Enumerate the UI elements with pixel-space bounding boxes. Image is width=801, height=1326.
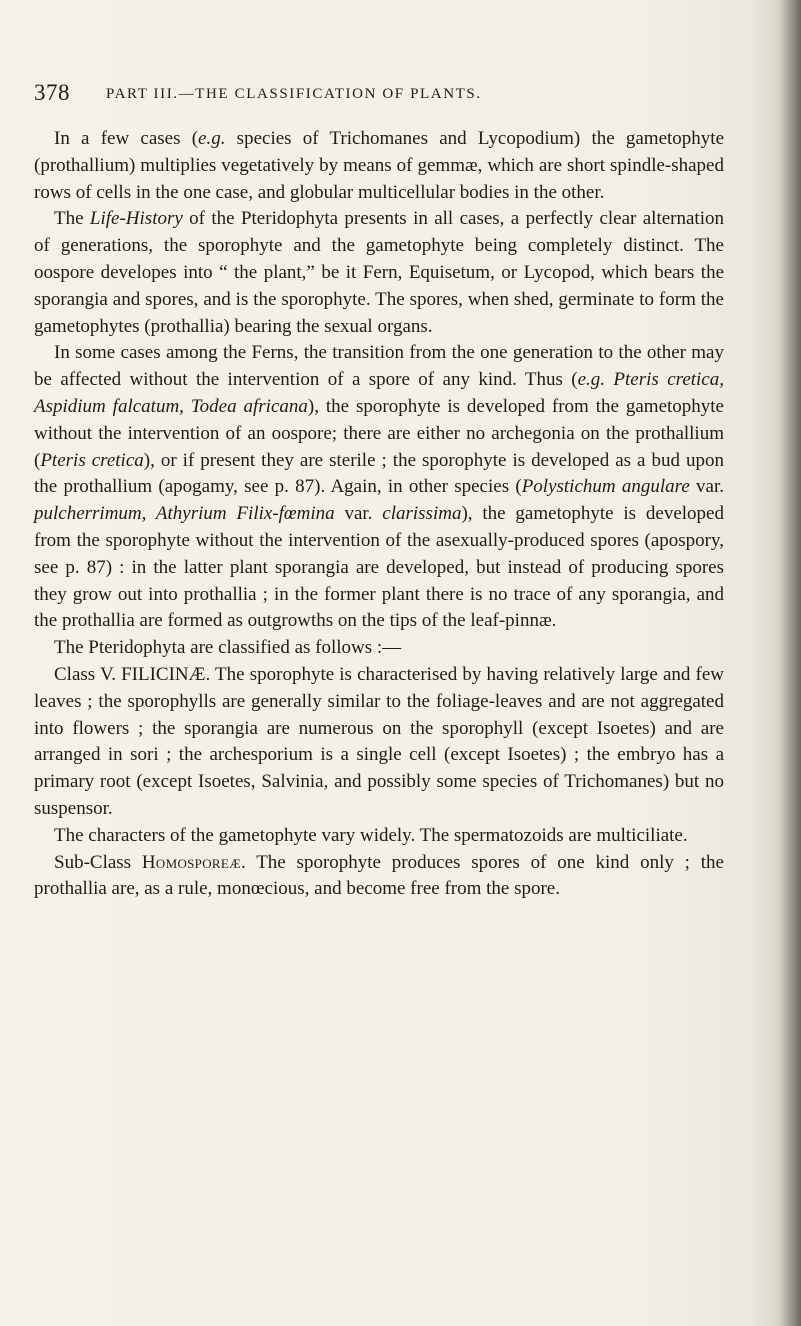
paragraph-gemmae: In a few cases (e.g. species of Trichomanes and Lycopodium) the gametophyte (prothallium) multiplies vegetatively by means of gemmæ, which are short spindle-shaped rows of cells in the one case, and globular multicellular bodies in the other. <box>34 128 725 203</box>
page-edge-shadow <box>779 0 801 1326</box>
page-number: 378 <box>34 80 70 105</box>
paragraph-class-filicinae: Class V. FILICINÆ. The sporophyte is characterised by having relatively large and few leaves ; the sporophylls are generally similar to the foliage-leaves and are not aggregated into flowers ; the sporangia are numerous on the sporophyll (except Isoetes) and are arranged in sori ; the archesporium is a single cell (except Isoetes) ; the embryo has a primary root (except Isoetes, Salvinia, and possibly some species of Trichomanes) but no suspensor. <box>34 663 724 819</box>
paragraph-classification-intro: The Pteridophyta are classified as follows :— <box>54 637 402 659</box>
page-header <box>34 80 694 110</box>
paragraph-subclass-homosporeae: Sub-Class Homosporeæ. The sporophyte produces spores of one kind only ; the prothallia are, as a rule, monœcious, and become free from the spore. <box>34 851 724 900</box>
body-text <box>34 126 724 903</box>
paragraph-life-history: The Life-History of the Pteridophyta presents in all cases, a perfectly clear alternation of generations, the sporophyte and the gametophyte being completely distinct. The oospore developes into “ the plant,” be it Fern, Equisetum, or Lycopod, which bears the sporangia and spores, and is the sporophyte. The spores, when shed, germinate to form the gametophytes (prothallia) bearing the sexual organs. <box>34 208 724 337</box>
running-head: PART III.—THE CLASSIFICATION OF PLANTS. <box>106 86 482 102</box>
paragraph-apogamy-apospory: In some cases among the Ferns, the transition from the one generation to the other may be affected without the intervention of a spore of any kind. Thus (e.g. Pteris cretica, Aspidium falcatum, Todea africana), the sporophyte is developed from the gametophyte without the intervention of an oospore; there are either no archegonia on the prothallium (Pteris cretica), or if present they are sterile ; the sporophyte is developed as a bud upon the prothallium (apogamy, see p. 87). Again, in other species (Polystichum angulare var. pulcherrimum, Athyrium Filix-fœmina var. clarissima), the gametophyte is developed from the sporophyte without the intervention of the asexually-produced spores (apospory, see p. 87) : in the latter plant sporangia are developed, but instead of producing spores they grow out into prothallia ; in the former plant there is no trace of any sporangia, and the prothallia are formed as outgrowths on the tips of the leaf-pinnæ. <box>34 342 725 632</box>
paragraph-gametophyte-characters: The characters of the gametophyte vary widely. The spermatozoids are multiciliate. <box>54 824 688 846</box>
